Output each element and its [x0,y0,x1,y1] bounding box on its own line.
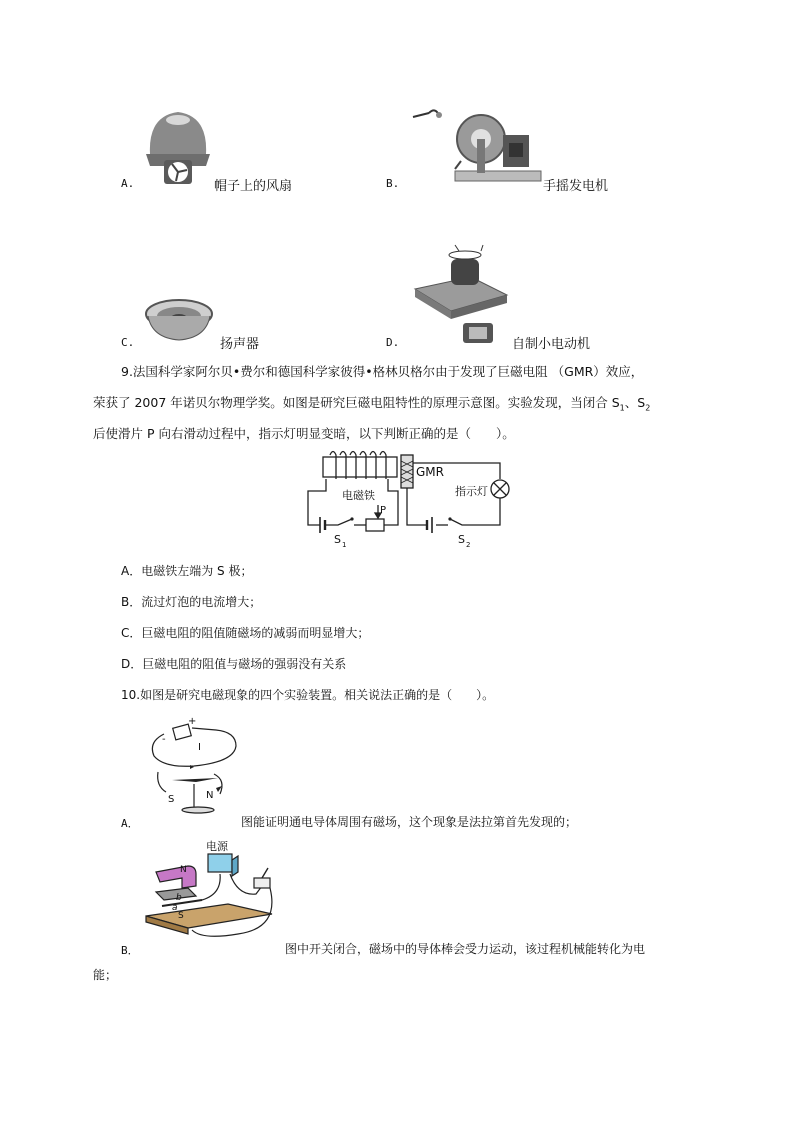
option-caption: 自制小电动机 [512,337,591,352]
homemade-motor-image [411,241,511,349]
hand-generator-image [409,103,545,185]
current-i-label: I [198,742,201,753]
q9-option-a: A．电磁铁左端为 S 极； [121,564,253,578]
option-letter: A. [121,177,135,190]
s1-label: S [334,533,341,546]
q9-option-c: C．巨磁电阻的阻值随磁场的减弱而明显增大； [121,626,370,640]
q9-line-3: 后使滑片 P 向右滑动过程中，指示灯明显变暗，以下判断正确的是（ ）。 [93,426,515,441]
pole-n-label: N [180,865,187,875]
q9-line-1: 9.法国科学家阿尔贝•费尔和德国科学家彼得•格林贝格尔由于发现了巨磁电阻 （GMR）效应， [121,364,644,379]
oersted-experiment-diagram [146,716,240,816]
pole-s-label: S [178,911,184,921]
rod-end-b-label: b [176,893,182,903]
electromagnet-label: 电磁铁 [342,489,375,502]
speaker-image [144,296,214,346]
option-caption: 手摇发电机 [543,179,609,194]
plus-label: + [188,716,197,727]
s1-label-sub: 1 [342,541,347,549]
gmr-label: GMR [416,465,444,479]
s1-subscript: 1 [619,403,625,413]
slider-p-label: P [380,505,387,516]
q10-option-a-letter: A． [121,817,139,830]
q9-line-2-sep: 、S [624,395,646,410]
option-letter: C. [121,336,135,349]
motor-principle-diagram [142,838,278,942]
pole-s-label: S [168,794,175,805]
option-caption: 帽子上的风扇 [214,179,293,194]
s2-subscript: 2 [645,403,651,413]
option-caption: 扬声器 [220,337,260,352]
power-source-label: 电源 [206,840,228,853]
s2-label-sub: 2 [466,541,471,549]
minus-label: - [162,734,166,745]
q10-option-b-letter: B． [121,944,139,957]
rod-end-a-label: a [172,903,178,913]
q9-line-2-text: 荣获了 2007 年诺贝尔物理学奖。如图是研究巨磁电阻特性的原理示意图。实验发现，当闭合 S [93,395,620,410]
q10-stem: 10.如图是研究电磁现象的四个实验装置。相关说法正确的是（ ）。 [121,688,495,702]
cap-fan-image [142,104,214,188]
lamp-label: 指示灯 [455,485,488,498]
gmr-circuit-diagram [300,449,520,554]
option-letter: D. [386,336,400,349]
s2-label: S [458,533,465,546]
q9-option-d: D．巨磁电阻的阻值与磁场的强弱没有关系 [121,657,347,671]
q10-option-a-text: 图能证明通电导体周围有磁场，这个现象是法拉第首先发现的； [241,815,578,829]
q10-option-b-text: 图中开关闭合，磁场中的导体棒会受力运动，该过程机械能转化为电 [285,942,646,956]
option-letter: B. [386,177,400,190]
q10-option-b-text-cont: 能； [93,968,118,982]
q9-option-b: B．流过灯泡的电流增大； [121,595,262,609]
pole-n-label: N [206,790,214,801]
